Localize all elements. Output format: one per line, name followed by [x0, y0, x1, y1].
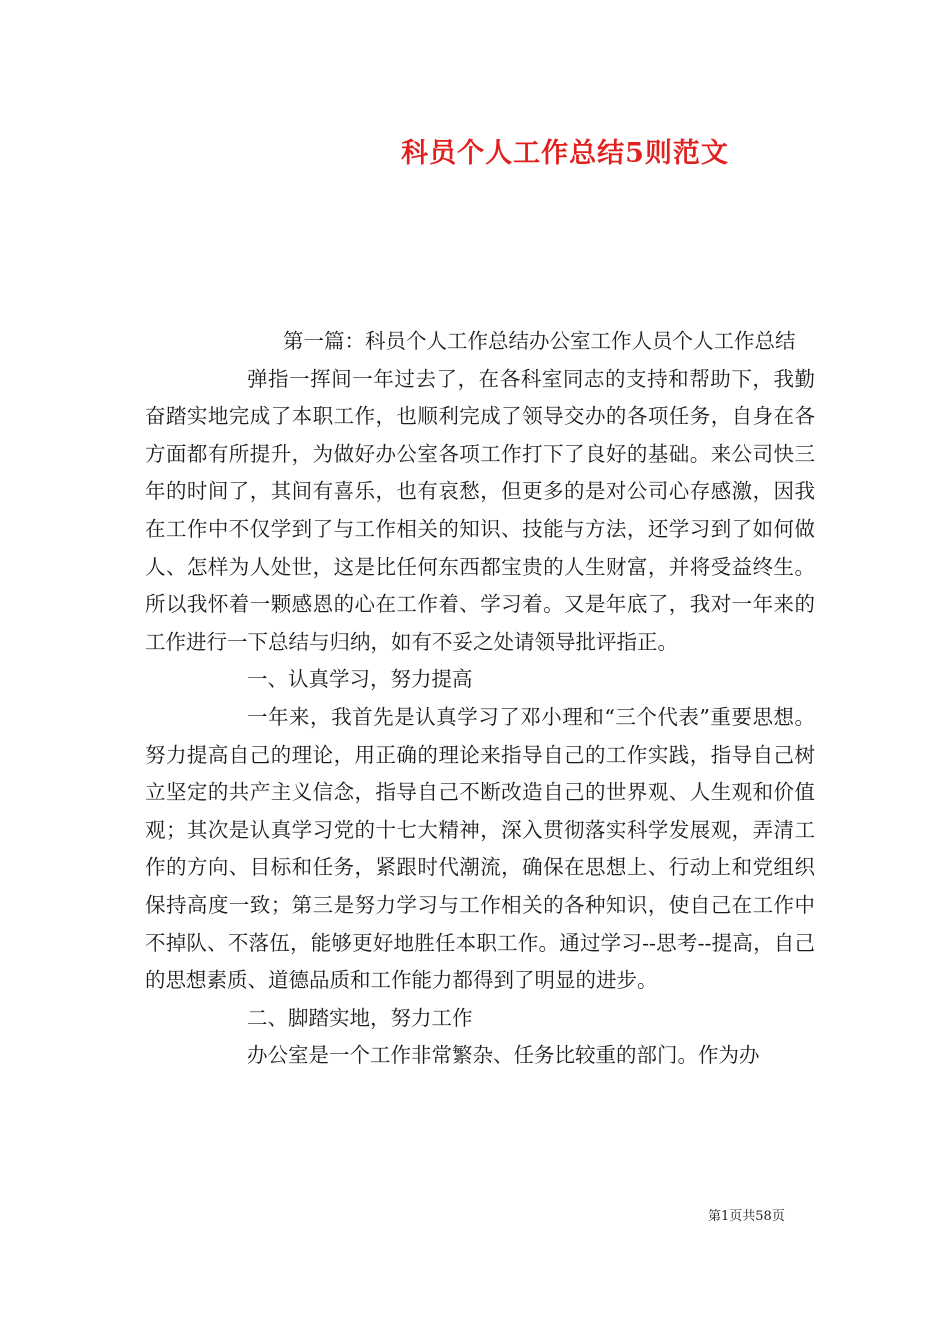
paragraph: 一年来，我首先是认真学习了邓小理和“三个代表”重要思想。努力提高自己的理论，用正确的理论来指导自己的工作实践，指导自己树立坚定的共产主义信念，指导自己不断改造自己的世界观、人生观和价值观；其次是认真学习党的十七大精神，深入贯彻落实科学发展观，弄清工作的方向、目标和任务，紧跟时代潮流，确保在思想上、行动上和党组织保持高度一致；第三是努力学习与工作相关的各种知识，使自己在工作中不掉队、不落伍，能够更好地胜任本职工作。通过学习--思考--提高，自己的思想素质、道德品质和工作能力都得到了明显的进步。 [145, 704, 815, 993]
paragraph: 办公室是一个工作非常繁杂、任务比较重的部门。作为办 [247, 1043, 760, 1068]
paragraph: 弹指一挥间一年过去了，在各科室同志的支持和帮助下，我勤奋踏实地完成了本职工作，也顺利完成了领导交办的各项任务，自身在各方面都有所提升，为做好办公室各项工作打下了良好的基础。来公司快三年的时间了，其间有喜乐，也有哀愁，但更多的是对公司心存感激，因我在工作中不仅学到了与工作相关的知识、技能与方法，还学习到了如何做人、怎样为人处世，这是比任何东西都宝贵的人生财富，并将受益终生。所以我怀着一颗感恩的心在工作着、学习着。又是年底了，我对一年来的工作进行一下总结与归纳，如有不妥之处请领导批评指正。 [145, 366, 815, 654]
document-body [145, 323, 815, 1075]
subheading: 二、脚踏实地，努力工作 [247, 1005, 473, 1030]
section-heading: 第一篇：科员个人工作总结办公室工作人员个人工作总结 [283, 329, 796, 353]
page-footer: 第1页共58页 [708, 1209, 785, 1224]
document-title: 科员个人工作总结5则范文 [401, 138, 729, 169]
subheading: 一、认真学习，努力提高 [247, 667, 473, 692]
